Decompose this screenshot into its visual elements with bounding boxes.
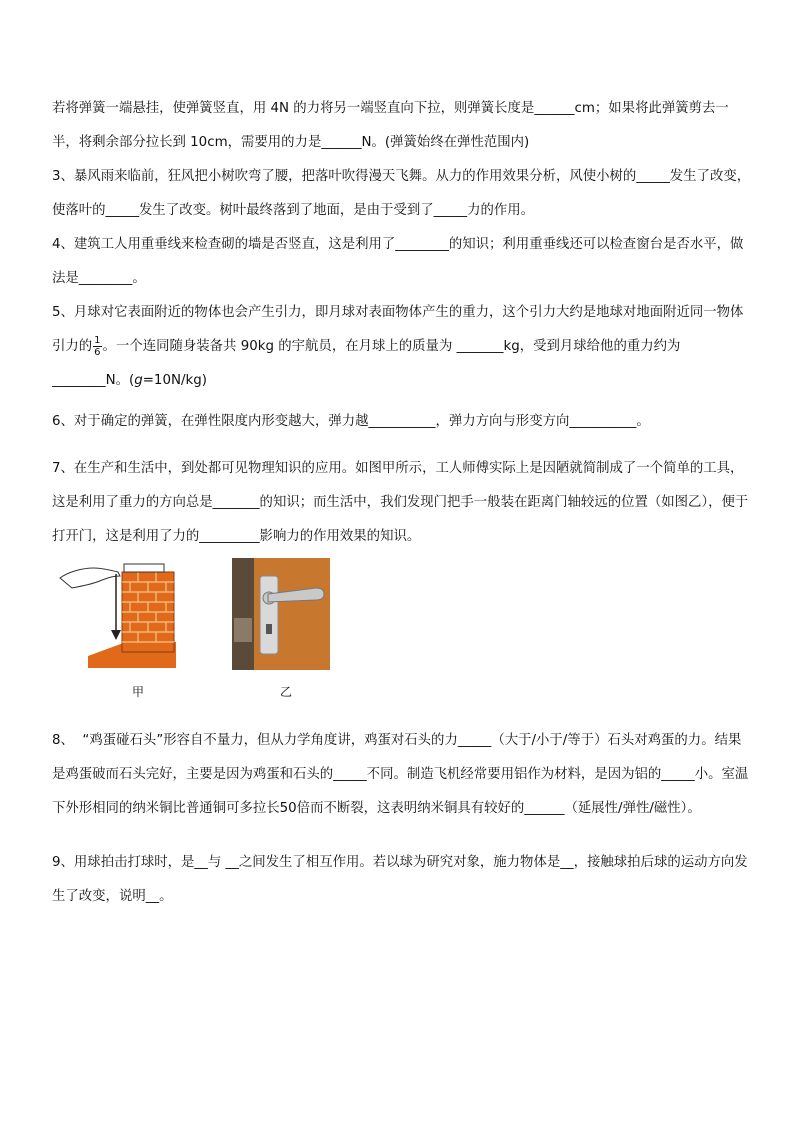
question-9-text: 9、用球拍击打球时，是__与 __之间发生了相互作用。若以球为研究对象，施力物体是__，接触球拍后球的运动方向发生了改变，说明__。 [52, 855, 748, 904]
fraction-denominator: 6 [94, 346, 101, 358]
question-3 [52, 160, 752, 228]
door-background-room [232, 558, 254, 670]
question-4-text: 4、建筑工人用重垂线来检查砌的墙是否竖直，这是利用了________的知识；利用重垂线还可以检查窗台是否水平，做法是________。 [52, 237, 744, 286]
keyhole-icon [266, 624, 272, 634]
question-5 [52, 296, 752, 398]
intro-text: 若将弹簧一端悬挂，使弹簧竖直，用 4N 的力将另一端竖直向下拉，则弹簧长度是______cm；如果将此弹簧剪去一半，将剩余部分拉长到 10cm，需要用的力是______N。(弹簧始终在弹性范围内) [52, 101, 729, 150]
handle-plate [260, 576, 278, 654]
figure-jia-plumb-wall [58, 558, 176, 670]
wall-cap [124, 564, 164, 572]
figure-jia-caption: 甲 [132, 685, 145, 699]
question-5-text-part1: 5、月球对它表面附近的物体也会产生引力，即月球对表面物体产生的重力，这个引力大约是地球对地面附近同一物体引力的 [52, 305, 744, 354]
g-symbol: g [134, 373, 143, 388]
question-8-text: 8、 “鸡蛋碰石头”形容自不量力，但从力学角度讲，鸡蛋对石头的力_____（大于/小于/等于）石头对鸡蛋的力。结果是鸡蛋破而石头完好，主要是因为鸡蛋和石头的_____不同。制造飞机经常要用铝作为材料，是因为铝的_____小。室温下外形相同的纳米铜比普通铜可多拉长50倍而不断裂，这表明纳米铜具有较好的______（延展性/弹性/磁性）。 [52, 733, 749, 816]
question-6 [52, 405, 752, 439]
question-9 [52, 846, 752, 914]
fraction-one-sixth [93, 335, 101, 358]
question-7-text: 7、在生产和生活中，到处都可见物理知识的应用。如图甲所示，工人师傅实际上是因陋就简制成了一个简单的工具，这是利用了重力的方向总是_______的知识；而生活中，我们发现门把手一般装在距离门轴较远的位置（如图乙），便于打开门，这是利用了力的_________影响力的作用效果的知识。 [52, 461, 749, 544]
question-3-text: 3、暴风雨来临前，狂风把小树吹弯了腰，把落叶吹得漫天飞舞。从力的作用效果分析，风使小树的_____发生了改变，使落叶的_____发生了改变。树叶最终落到了地面，是由于受到了_____力的作用。 [52, 169, 751, 218]
hand-icon [60, 568, 120, 588]
question-8 [52, 724, 752, 826]
question-4 [52, 228, 752, 296]
question-5-text-part3: =10N/kg) [142, 373, 207, 388]
figure-yi-caption: 乙 [280, 685, 293, 699]
fraction-numerator: 1 [94, 334, 101, 346]
question-5-text-part2: 。一个连同随身装备共 90kg 的宇航员，在月球上的质量为 _______kg，受到月球给他的重力约为 ________N。( [52, 339, 685, 388]
question-6-text: 6、对于确定的弹簧，在弹性限度内形变越大，弹力越__________，弹力方向与形变方向__________。 [52, 414, 650, 429]
plumb-arrow-icon [111, 630, 121, 640]
question-7 [52, 452, 752, 554]
paragraph-intro [52, 92, 752, 160]
figure-yi-door-handle [232, 558, 330, 670]
